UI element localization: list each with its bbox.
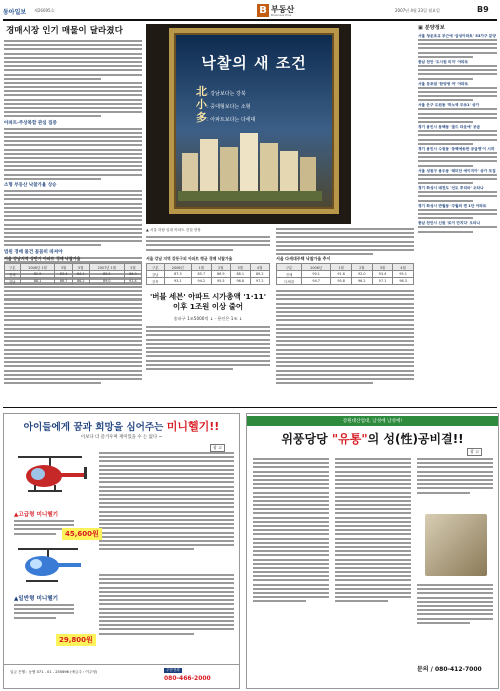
health-ad-headline: 위풍당당 "유통"의 성(性)공비결!! xyxy=(281,432,464,446)
table-row: 다세대 94.7 95.8 96.2 97.1 98.3 xyxy=(277,278,414,285)
heli-ad-sub: 이보다 더 즐거우며 재미있을 수 는 없다 ~ xyxy=(80,435,163,440)
heli-spec-b xyxy=(14,604,74,621)
table-row: 전체 82.9 83.4 84.1 85.2 86.0 xyxy=(5,271,142,278)
table-row: 전체 90.1 91.6 92.0 93.4 95.1 xyxy=(277,271,414,278)
middle-body-1 xyxy=(146,236,270,254)
lower-left-body xyxy=(4,290,142,395)
listing-item: 경기 용인시 수원동 '등백에송반 공급영'이 시작 xyxy=(418,147,497,167)
table-2 xyxy=(146,256,270,285)
listing-item: 서울 청운초교 부근에 '삼성아파트' 53가구 분양 xyxy=(418,34,497,58)
mid-story-summary: 송파구 1조5000억 ↓ · 용인은 1조 ↓ xyxy=(173,316,243,321)
health-phone: 080-412-7000 xyxy=(434,666,482,673)
section-mark: B xyxy=(257,4,269,17)
heli-ad-body-2 xyxy=(99,574,234,637)
photo-caption: ▲ 서울 하왕 임대 아파트 건설 현장 xyxy=(146,228,201,232)
ad-line-1: 北: 강남보다는 강북 xyxy=(196,85,246,98)
table-header-row: 구분 2006년 1월 3월 5월 2007년 1월 3월 xyxy=(5,264,142,271)
top-ad xyxy=(146,24,351,224)
listing-item: 충남 천안 '도시원 미지' 아파트 xyxy=(418,60,497,80)
table-1-title: 서울 강남지역 상반기 아파트 경매 낙찰가율 xyxy=(4,256,81,261)
product-photo xyxy=(425,514,487,576)
ad-lines xyxy=(196,80,326,124)
table-3 xyxy=(276,256,414,285)
listing-item: 경기 화성시 매전도 '선도 투리마' 오타나 xyxy=(418,186,497,201)
paper-name: 동아일보 xyxy=(3,9,27,16)
masthead xyxy=(3,3,497,19)
listing-item: 서울 은구 도원동 '하노역 무쏘1' 상가 xyxy=(418,103,497,123)
lead-subhead-3: 법원 경매 물건 꼼꼼히 따져야 xyxy=(4,249,63,255)
masthead-rule xyxy=(3,19,497,21)
table-row: 강북 93.1 94.2 95.5 96.8 97.2 xyxy=(147,278,270,285)
section-sub: Business Plus xyxy=(271,13,292,17)
heli-ad-headline: 아이들에게 꿈과 희망을 심어주는 미니헬기!! xyxy=(23,420,220,433)
lead-subhead-1: 아파트-주상복합 관심 집중 xyxy=(4,120,57,126)
heli-ad-body-1 xyxy=(99,452,234,553)
ad-line-2: 小: 중대형보다는 소형 xyxy=(196,98,251,111)
health-ad-tag: 광 고 xyxy=(467,448,482,456)
issue-number: 제26695호 xyxy=(34,8,55,13)
heli-price-b: 29,800원 xyxy=(56,634,96,646)
listing-item: 경기 용인시 동백동 '골드 타운에' 공급 xyxy=(418,125,497,145)
lead-subhead-2: 소형 부동산 낙찰가율 상승 xyxy=(4,183,57,188)
helicopter-icon xyxy=(12,450,92,500)
ad-title: 낙찰의 새 조건 xyxy=(201,54,307,72)
table-2-title: 서울 강남 지역 강동구외 아파트 평균 경매 낙찰가율 xyxy=(146,256,233,261)
table-row: 강남 87.3 85.7 86.9 88.1 89.2 xyxy=(147,271,270,278)
table-1 xyxy=(4,256,142,285)
table-row: 강남 88.1 86.7 86.2 89.0 91.4 xyxy=(5,278,142,285)
table-header-row: 구분 2006년 1월 2월 3월 4월 xyxy=(277,264,414,271)
table-header-row: 구분 2006년 1월 2월 3월 4월 xyxy=(147,264,270,271)
health-ad-tagline: 강원대산업대, 남성에 남성에! xyxy=(247,416,498,426)
listing-item: 충남 천안시 신원 '로이 단지다' 오타나 xyxy=(418,221,497,232)
listing-item: 서울 성원구 용두동 '래미안 에이지아' 상가 모집 xyxy=(418,169,497,184)
heli-model-a: ▲고급형 미니헬기 xyxy=(14,512,59,518)
heli-model-b: ▲일반형 미니헬기 xyxy=(14,596,59,602)
heli-order-label: 주문전화 xyxy=(166,668,180,672)
mini-heli-ad xyxy=(3,413,240,689)
lower-right-body xyxy=(276,290,414,398)
ads-separator xyxy=(3,407,497,408)
section-label: 부동산 xyxy=(271,5,295,14)
health-ad-col-3b xyxy=(417,584,493,626)
table-1-grid xyxy=(4,263,142,285)
health-ad-col-2 xyxy=(335,458,411,605)
table-2-grid xyxy=(146,263,270,285)
right-column xyxy=(418,24,497,398)
heli-ad-footer xyxy=(4,664,239,689)
issue-date: 2007년 4월 23일 월요일 xyxy=(395,8,440,13)
health-ad xyxy=(246,413,499,689)
mid-story-headline: '버블 세븐' 아파트 시가총액 '1·11' 이후 1조원 이상 줄어 xyxy=(149,292,267,311)
page-number: B9 xyxy=(477,5,489,14)
listing-item: 경기 화성시 반월동 '주월의 엔 1단 아파트 xyxy=(418,204,497,219)
apartment-illustration xyxy=(178,127,322,201)
heli-price-a: 45,600원 xyxy=(62,528,102,540)
table-3-grid xyxy=(276,263,414,285)
table-3-title: 서울 다세대주택 낙찰가율 추이 xyxy=(276,256,331,261)
heli-ad-tag: 광 고 xyxy=(210,444,225,452)
lead-headline: 경매시장 인기 매물이 달라졌다 xyxy=(6,26,123,36)
health-ad-col-3 xyxy=(417,458,493,496)
mid-story xyxy=(146,292,270,398)
ad-line-3: 多: 아파트보다는 다세대 xyxy=(196,111,256,124)
health-ad-contact: 문의 / 080-412-7000 xyxy=(417,666,482,673)
helicopter-icon xyxy=(12,544,92,590)
middle-body-2 xyxy=(276,228,414,254)
heli-bank-info: 입금 은행 : 농협 071 - 01 - 255696 (예금주 : 이주영) xyxy=(10,670,98,674)
health-ad-col-1 xyxy=(253,458,329,605)
heli-phone: 080-466-2000 xyxy=(164,675,211,682)
right-column-header: ▣ 분양정보 xyxy=(418,25,445,31)
listing-item: 서울 등포권 '한양생 여' 아파트 xyxy=(418,82,497,102)
